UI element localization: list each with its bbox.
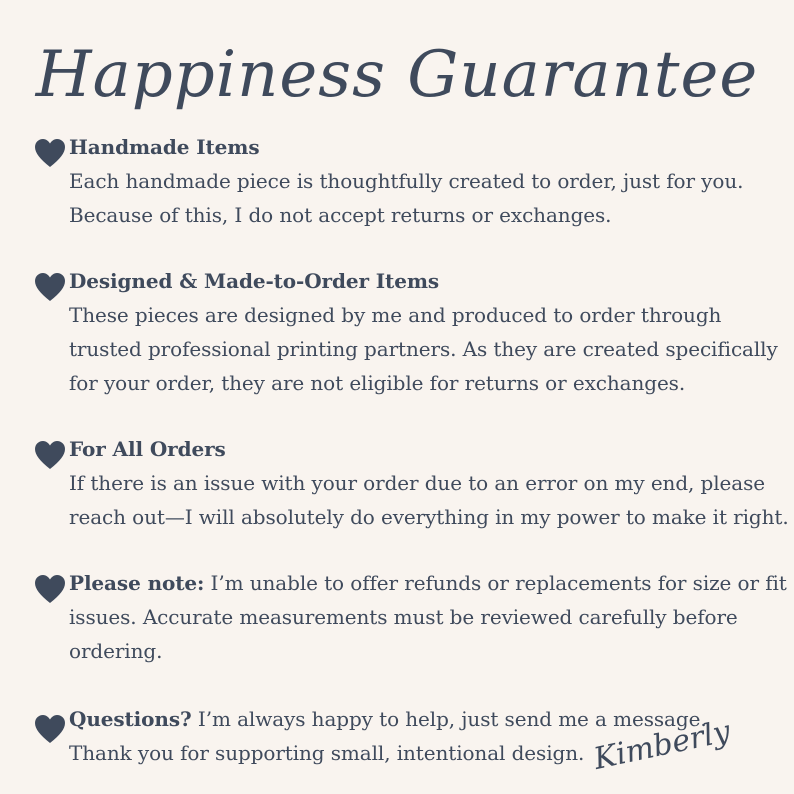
signature-text: Kimberly xyxy=(590,713,734,777)
section-all-orders xyxy=(34,432,789,534)
section-line-rest: I’m always happy to help, just send me a message. xyxy=(191,707,707,731)
section-line: Thank you for supporting small, intentional design. xyxy=(69,741,585,765)
signature xyxy=(588,712,734,782)
heart-icon xyxy=(34,714,66,744)
heart-icon xyxy=(34,440,66,470)
section-line: trusted professional printing partners. As they are created specifically xyxy=(69,337,778,361)
section-line: ordering. xyxy=(69,639,163,663)
heart-icon xyxy=(34,138,66,168)
section-heading: Questions? xyxy=(69,707,192,731)
section-heading: Handmade Items xyxy=(69,135,260,159)
section-line: reach out—I will absolutely do everything in my power to make it right. xyxy=(69,505,789,529)
section-heading: Please note: xyxy=(69,571,205,595)
heart-icon xyxy=(34,574,66,604)
section-heading: Designed & Made-to-Order Items xyxy=(69,269,440,293)
section-line-rest: I’m unable to offer refunds or replacements for size or fit xyxy=(204,571,787,595)
section-line: for your order, they are not eligible for returns or exchanges. xyxy=(69,371,686,395)
section-line: issues. Accurate measurements must be reviewed carefully before xyxy=(69,605,738,629)
section-please-note xyxy=(34,566,787,668)
section-first-line xyxy=(69,566,787,600)
page-title-text: Happiness Guarantee xyxy=(35,38,759,112)
section-line: Each handmade piece is thoughtfully created to order, just for you. xyxy=(69,169,744,193)
page-title xyxy=(0,8,794,128)
heart-icon xyxy=(34,272,66,302)
section-line: If there is an issue with your order due to an error on my end, please xyxy=(69,471,766,495)
section-line: Because of this, I do not accept returns or exchanges. xyxy=(69,203,612,227)
section-handmade-items xyxy=(34,130,774,232)
section-heading: For All Orders xyxy=(69,437,226,461)
section-line: These pieces are designed by me and produced to order through xyxy=(69,303,722,327)
section-designed-items xyxy=(34,264,778,400)
